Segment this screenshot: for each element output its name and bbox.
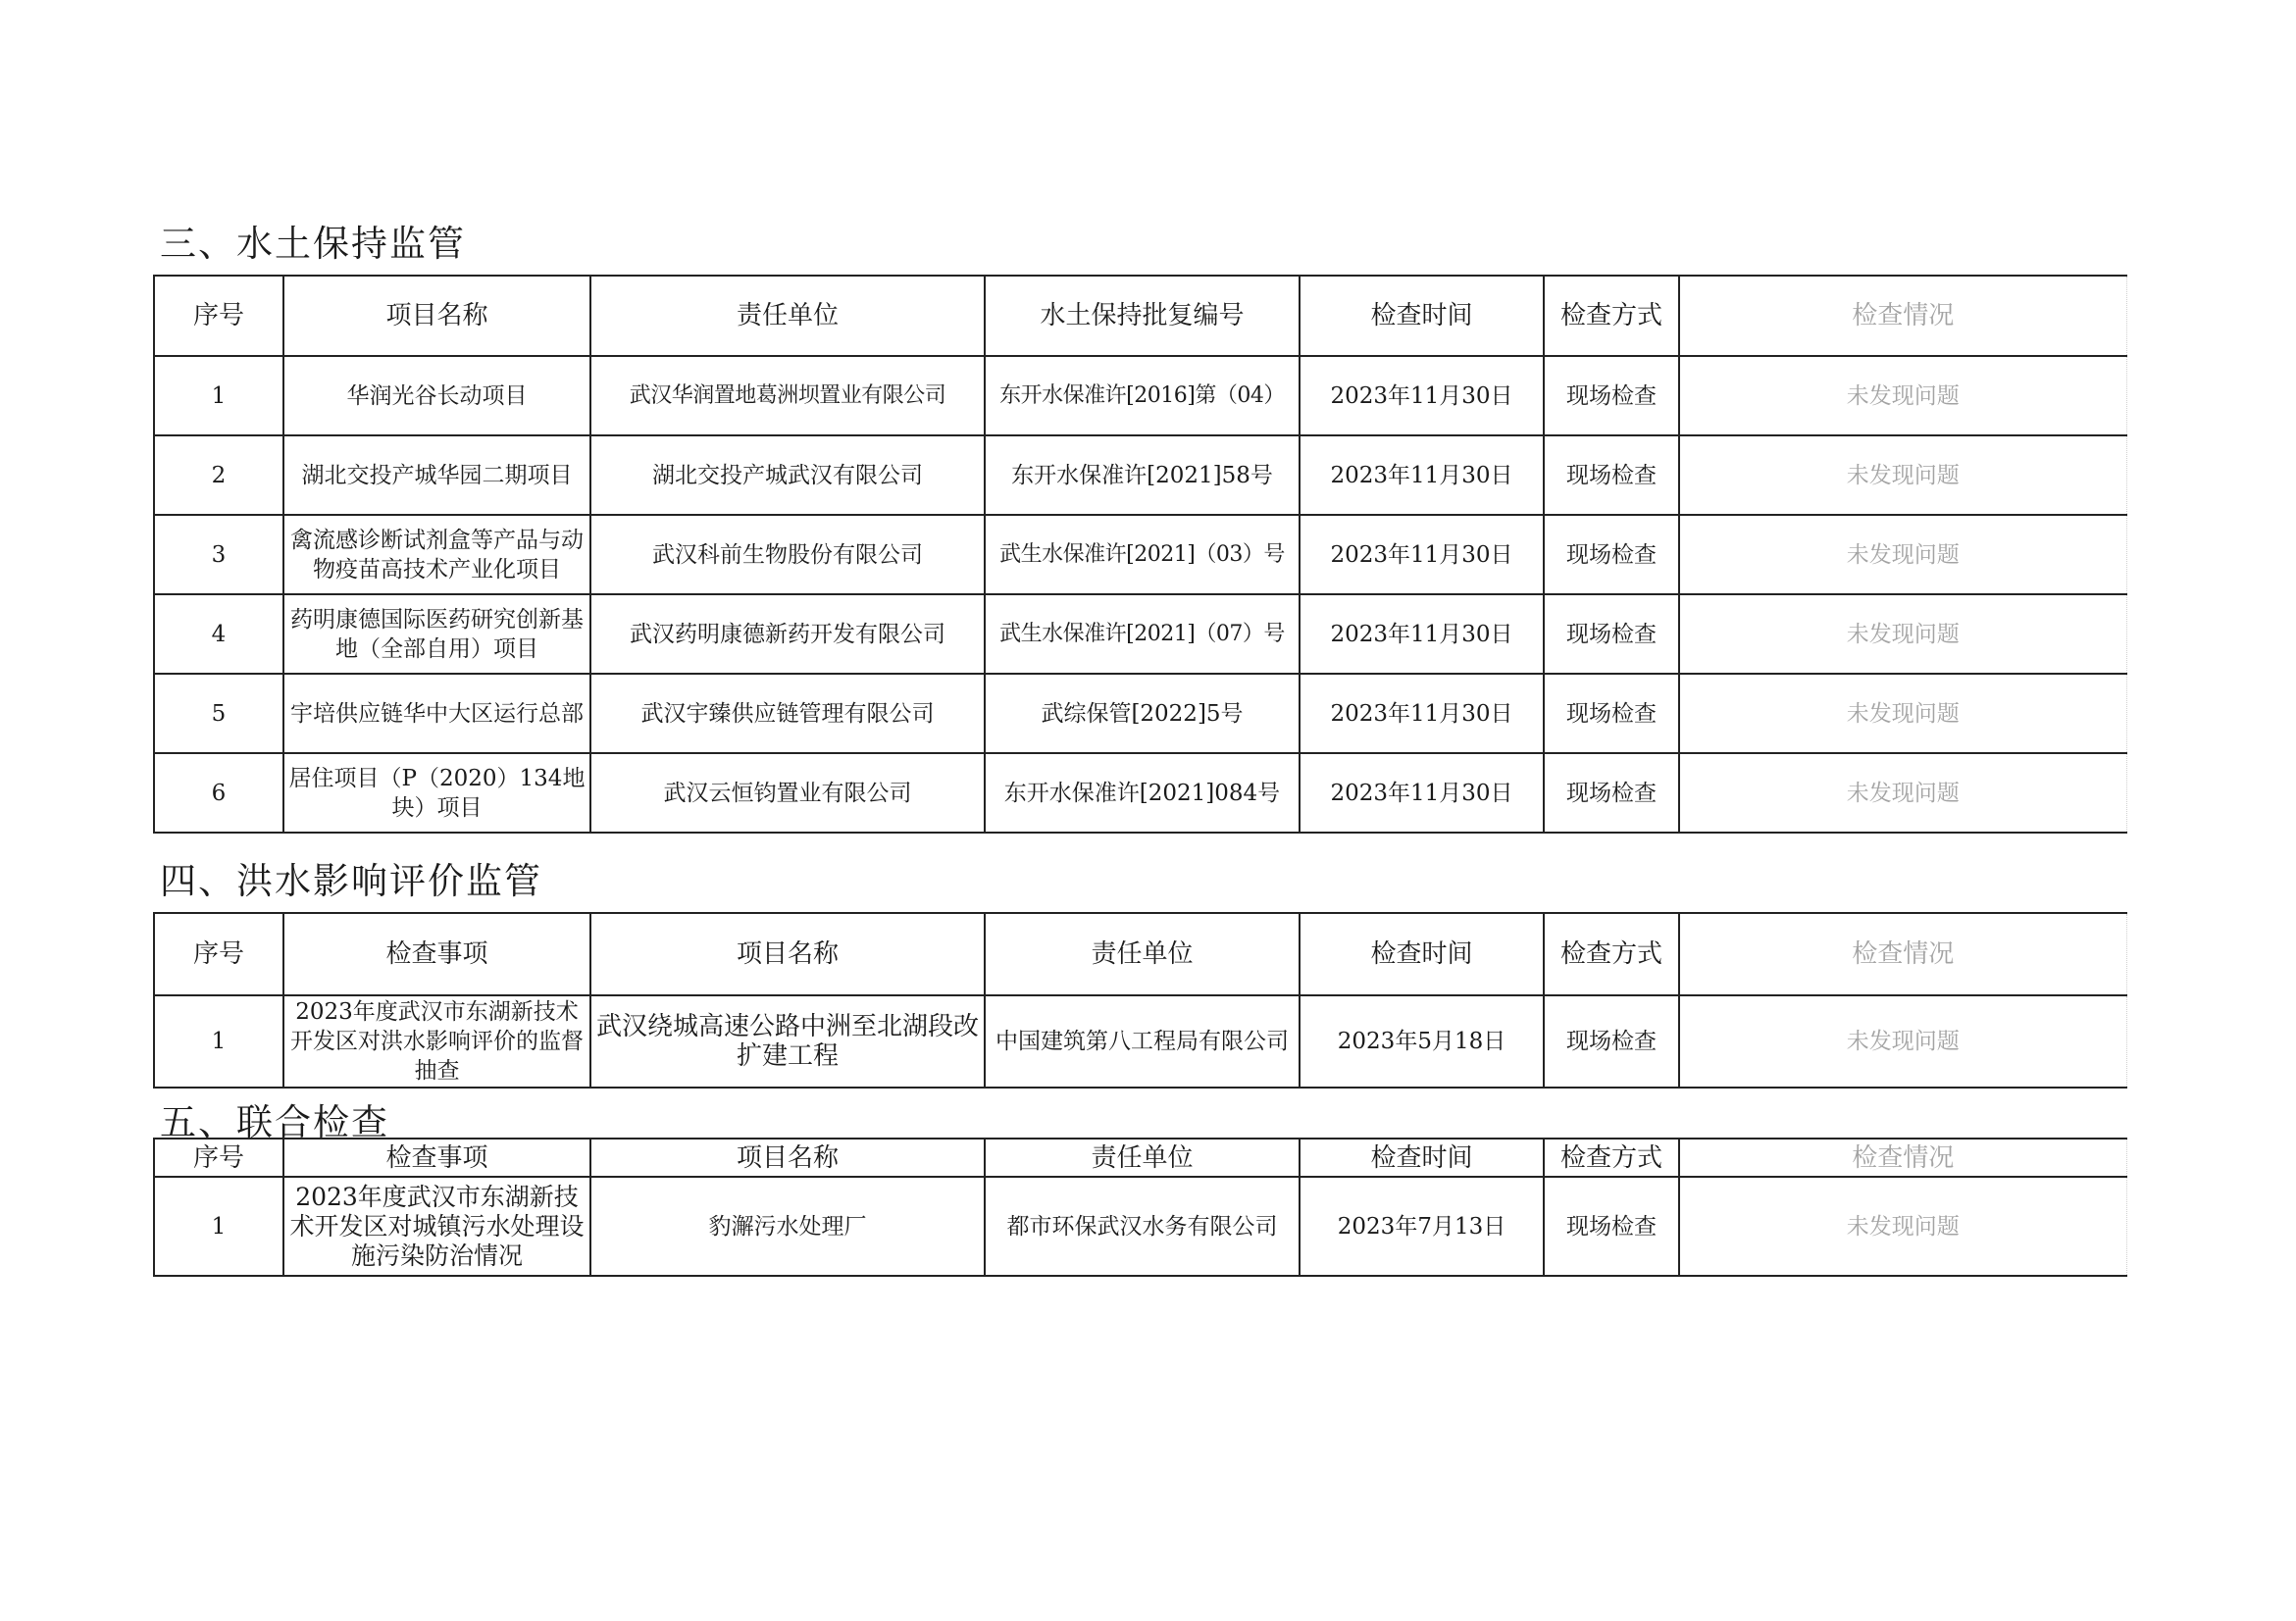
inspection-method: 现场检查 <box>1544 435 1679 515</box>
inspection-method: 现场检查 <box>1544 1177 1679 1276</box>
responsible-unit: 武汉科前生物股份有限公司 <box>590 515 985 594</box>
header-cell: 检查时间 <box>1300 276 1544 356</box>
approval-number: 武生水保准许[2021]（07）号 <box>985 594 1300 674</box>
project-name: 武汉绕城高速公路中洲至北湖段改扩建工程 <box>590 995 985 1088</box>
inspection-time: 2023年7月13日 <box>1300 1177 1544 1276</box>
table-header-row <box>154 276 2126 356</box>
approval-number: 武综保管[2022]5号 <box>985 674 1300 753</box>
inspection-result: 未发现问题 <box>1679 674 2126 753</box>
row-number: 1 <box>154 356 283 435</box>
project-name: 禽流感诊断试剂盒等产品与动物疫苗高技术产业化项目 <box>283 515 590 594</box>
project-name: 湖北交投产城华园二期项目 <box>283 435 590 515</box>
table-header-row <box>154 913 2126 995</box>
header-cell: 检查情况 <box>1679 276 2126 356</box>
inspection-time: 2023年11月30日 <box>1300 753 1544 833</box>
table-row <box>154 356 2126 435</box>
header-cell: 水土保持批复编号 <box>985 276 1300 356</box>
responsible-unit: 都市环保武汉水务有限公司 <box>985 1177 1300 1276</box>
table-row <box>154 674 2126 753</box>
inspection-method: 现场检查 <box>1544 515 1679 594</box>
table-row <box>154 1177 2126 1276</box>
inspection-result: 未发现问题 <box>1679 995 2126 1088</box>
project-name: 药明康德国际医药研究创新基地（全部自用）项目 <box>283 594 590 674</box>
row-number: 3 <box>154 515 283 594</box>
responsible-unit: 武汉宇臻供应链管理有限公司 <box>590 674 985 753</box>
header-cell: 检查事项 <box>283 913 590 995</box>
header-cell: 检查事项 <box>283 1139 590 1177</box>
inspection-result: 未发现问题 <box>1679 356 2126 435</box>
header-cell: 项目名称 <box>283 276 590 356</box>
inspection-result: 未发现问题 <box>1679 753 2126 833</box>
responsible-unit: 武汉药明康德新药开发有限公司 <box>590 594 985 674</box>
inspection-time: 2023年11月30日 <box>1300 674 1544 753</box>
approval-number: 东开水保准许[2021]084号 <box>985 753 1300 833</box>
responsible-unit: 武汉云恒钧置业有限公司 <box>590 753 985 833</box>
header-cell: 检查方式 <box>1544 1139 1679 1177</box>
inspection-method: 现场检查 <box>1544 356 1679 435</box>
header-cell: 检查情况 <box>1679 1139 2126 1177</box>
header-cell: 检查方式 <box>1544 913 1679 995</box>
responsible-unit: 湖北交投产城武汉有限公司 <box>590 435 985 515</box>
section-title-soil-conservation: 三、水土保持监管 <box>160 223 466 265</box>
responsible-unit: 武汉华润置地葛洲坝置业有限公司 <box>590 356 985 435</box>
row-number: 1 <box>154 995 283 1088</box>
header-cell: 检查方式 <box>1544 276 1679 356</box>
flood-impact-table <box>153 912 2127 1089</box>
header-cell: 检查情况 <box>1679 913 2126 995</box>
inspection-method: 现场检查 <box>1544 674 1679 753</box>
inspection-time: 2023年11月30日 <box>1300 356 1544 435</box>
project-name: 豹澥污水处理厂 <box>590 1177 985 1276</box>
header-cell: 序号 <box>154 913 283 995</box>
table-row <box>154 515 2126 594</box>
inspection-method: 现场检查 <box>1544 753 1679 833</box>
header-cell: 责任单位 <box>985 913 1300 995</box>
inspection-time: 2023年5月18日 <box>1300 995 1544 1088</box>
approval-number: 东开水保准许[2021]58号 <box>985 435 1300 515</box>
header-cell: 责任单位 <box>985 1139 1300 1177</box>
table-row <box>154 995 2126 1088</box>
header-cell: 序号 <box>154 1139 283 1177</box>
inspection-item: 2023年度武汉市东湖新技术开发区对洪水影响评价的监督抽查 <box>283 995 590 1088</box>
row-number: 1 <box>154 1177 283 1276</box>
header-cell: 检查时间 <box>1300 1139 1544 1177</box>
project-name: 华润光谷长动项目 <box>283 356 590 435</box>
approval-number: 武生水保准许[2021]（03）号 <box>985 515 1300 594</box>
table-row <box>154 594 2126 674</box>
inspection-item: 2023年度武汉市东湖新技术开发区对城镇污水处理设施污染防治情况 <box>283 1177 590 1276</box>
inspection-method: 现场检查 <box>1544 594 1679 674</box>
soil-conservation-table <box>153 275 2127 834</box>
inspection-time: 2023年11月30日 <box>1300 594 1544 674</box>
inspection-result: 未发现问题 <box>1679 1177 2126 1276</box>
row-number: 6 <box>154 753 283 833</box>
row-number: 2 <box>154 435 283 515</box>
header-cell: 序号 <box>154 276 283 356</box>
table-header-row <box>154 1139 2126 1177</box>
inspection-result: 未发现问题 <box>1679 594 2126 674</box>
section-title-joint-inspection: 五、联合检查 <box>160 1101 389 1143</box>
joint-inspection-table <box>153 1138 2127 1277</box>
inspection-result: 未发现问题 <box>1679 515 2126 594</box>
header-cell: 检查时间 <box>1300 913 1544 995</box>
inspection-time: 2023年11月30日 <box>1300 435 1544 515</box>
row-number: 5 <box>154 674 283 753</box>
header-cell: 责任单位 <box>590 276 985 356</box>
inspection-result: 未发现问题 <box>1679 435 2126 515</box>
header-cell: 项目名称 <box>590 913 985 995</box>
table-row <box>154 753 2126 833</box>
section-title-flood-impact: 四、洪水影响评价监管 <box>160 860 542 902</box>
project-name: 居住项目（P（2020）134地块）项目 <box>283 753 590 833</box>
header-cell: 项目名称 <box>590 1139 985 1177</box>
approval-number: 东开水保准许[2016]第（04） <box>985 356 1300 435</box>
table-row <box>154 435 2126 515</box>
responsible-unit: 中国建筑第八工程局有限公司 <box>985 995 1300 1088</box>
project-name: 宇培供应链华中大区运行总部 <box>283 674 590 753</box>
inspection-time: 2023年11月30日 <box>1300 515 1544 594</box>
row-number: 4 <box>154 594 283 674</box>
inspection-method: 现场检查 <box>1544 995 1679 1088</box>
